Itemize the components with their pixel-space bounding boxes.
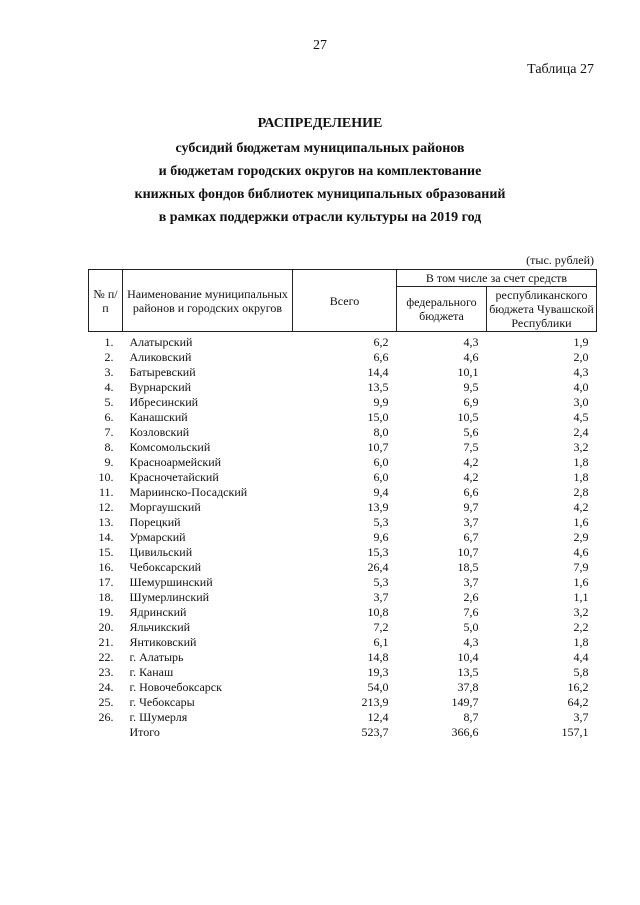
row-federal: 18,5 [457, 560, 479, 574]
row-total: 12,4 [367, 710, 389, 724]
row-number: 12. [98, 500, 114, 514]
row-republic: 2,0 [573, 350, 589, 364]
row-total: 6,0 [373, 455, 389, 469]
row-republic: 16,2 [567, 680, 589, 694]
row-federal: 37,8 [457, 680, 479, 694]
row-total: 523,7 [361, 725, 389, 739]
row-number: 15. [98, 545, 114, 559]
row-total: 5,3 [373, 515, 389, 529]
row-number: 14. [98, 530, 114, 544]
table-row [89, 725, 597, 740]
row-federal: 2,6 [463, 590, 479, 604]
row-number: 20. [98, 620, 114, 634]
table-row [89, 380, 597, 395]
table-row [89, 545, 597, 560]
row-republic: 2,4 [573, 425, 589, 439]
row-republic: 1,9 [573, 335, 589, 349]
row-number: 17. [98, 575, 114, 589]
table-row [89, 635, 597, 650]
table-row [89, 455, 597, 470]
title-line-3: и бюджетам городских округов на комплектование [158, 164, 482, 179]
row-name: Вурнарский [129, 380, 192, 394]
row-federal: 4,2 [463, 455, 479, 469]
row-federal: 366,6 [451, 725, 479, 739]
row-federal: 10,7 [457, 545, 479, 559]
row-total: 9,6 [373, 530, 389, 544]
header-republic: республиканского бюджета Чувашской Республики [487, 287, 597, 332]
row-number: 18. [98, 590, 114, 604]
row-federal: 4,3 [463, 635, 479, 649]
document-title [0, 112, 640, 229]
row-number [89, 725, 123, 740]
row-name: Шумерлинский [129, 590, 210, 604]
table-row [89, 590, 597, 605]
row-total: 213,9 [361, 695, 389, 709]
row-republic: 1,8 [573, 470, 589, 484]
title-line-1: РАСПРЕДЕЛЕНИЕ [257, 116, 383, 131]
row-republic: 3,2 [573, 605, 589, 619]
row-federal: 5,0 [463, 620, 479, 634]
row-name: Моргаушский [129, 500, 201, 514]
table-row [89, 440, 597, 455]
row-number: 9. [104, 455, 114, 469]
row-name: Красноармейский [129, 455, 222, 469]
row-federal: 7,5 [463, 440, 479, 454]
row-total: 5,3 [373, 575, 389, 589]
row-federal: 10,5 [457, 410, 479, 424]
table-row [89, 350, 597, 365]
table-row [89, 605, 597, 620]
row-name: Порецкий [129, 515, 181, 529]
row-republic: 1,8 [573, 635, 589, 649]
units-note: (тыс. рублей) [526, 253, 594, 267]
row-total: 15,3 [367, 545, 389, 559]
row-number: 22. [98, 650, 114, 664]
row-federal: 6,7 [463, 530, 479, 544]
row-number: 24. [98, 680, 114, 694]
row-total: 14,8 [367, 650, 389, 664]
row-name: Козловский [129, 425, 190, 439]
table-row [89, 515, 597, 530]
row-total: 7,2 [373, 620, 389, 634]
row-republic: 2,9 [573, 530, 589, 544]
row-total: 26,4 [367, 560, 389, 574]
row-number: 2. [104, 350, 114, 364]
header-total: Всего [293, 270, 397, 332]
row-number: 19. [98, 605, 114, 619]
row-total: 6,0 [373, 470, 389, 484]
table-row [89, 332, 597, 351]
row-federal: 9,5 [463, 380, 479, 394]
row-number: 5. [104, 395, 114, 409]
row-republic: 1,6 [573, 575, 589, 589]
row-republic: 1,6 [573, 515, 589, 529]
table-row [89, 560, 597, 575]
table-row [89, 365, 597, 380]
row-republic: 3,2 [573, 440, 589, 454]
row-total: 15,0 [367, 410, 389, 424]
row-name: Аликовский [129, 350, 192, 364]
table-row [89, 485, 597, 500]
row-name: г. Канаш [129, 665, 174, 679]
row-number: 6. [104, 410, 114, 424]
row-total: 9,4 [373, 485, 389, 499]
row-total: 10,8 [367, 605, 389, 619]
row-name: Мариинско-Посадский [129, 485, 248, 499]
table-row [89, 395, 597, 410]
row-total: 6,1 [373, 635, 389, 649]
row-total: 8,0 [373, 425, 389, 439]
row-federal: 149,7 [451, 695, 479, 709]
table-label: Таблица 27 [527, 62, 594, 77]
title-line-2: субсидий бюджетам муниципальных районов [175, 141, 465, 156]
table-row [89, 695, 597, 710]
row-name: Яльчикский [129, 620, 191, 634]
row-federal: 4,3 [463, 335, 479, 349]
row-republic: 4,5 [573, 410, 589, 424]
table-row [89, 470, 597, 485]
table-row [89, 620, 597, 635]
row-total: 14,4 [367, 365, 389, 379]
row-republic: 4,4 [573, 650, 589, 664]
row-name: Чебоксарский [129, 560, 202, 574]
row-name: Красночетайский [129, 470, 219, 484]
row-name: г. Шумерля [129, 710, 188, 724]
row-republic: 64,2 [567, 695, 589, 709]
table-row [89, 575, 597, 590]
row-number: 11. [98, 485, 114, 499]
row-name: г. Новочебоксарск [129, 680, 222, 694]
row-federal: 3,7 [463, 515, 479, 529]
row-name: Янтиковский [129, 635, 197, 649]
header-name: Наименование муниципальных районов и городских округов [123, 270, 293, 332]
row-number: 3. [104, 365, 114, 379]
subsidy-table [88, 269, 597, 740]
row-number: 26. [98, 710, 114, 724]
row-name: Шемуршинский [129, 575, 213, 589]
row-republic: 2,8 [573, 485, 589, 499]
row-number: 13. [98, 515, 114, 529]
row-republic: 1,8 [573, 455, 589, 469]
row-number: 4. [104, 380, 114, 394]
table-row [89, 710, 597, 725]
table-row [89, 680, 597, 695]
row-name: г. Алатырь [129, 650, 184, 664]
row-republic: 7,9 [573, 560, 589, 574]
row-federal: 3,7 [463, 575, 479, 589]
row-federal: 6,9 [463, 395, 479, 409]
row-republic: 1,1 [573, 590, 589, 604]
table-row [89, 500, 597, 515]
row-number: 1. [104, 335, 114, 349]
row-number: 23. [98, 665, 114, 679]
row-federal: 10,1 [457, 365, 479, 379]
row-federal: 6,6 [463, 485, 479, 499]
row-name: Комсомольский [129, 440, 211, 454]
row-name: г. Чебоксары [129, 695, 195, 709]
row-number: 10. [98, 470, 114, 484]
row-republic: 4,3 [573, 365, 589, 379]
row-name: Ядринский [129, 605, 187, 619]
row-total: 19,3 [367, 665, 389, 679]
row-federal: 13,5 [457, 665, 479, 679]
row-republic: 4,0 [573, 380, 589, 394]
row-name: Батыревский [129, 365, 196, 379]
row-federal: 5,6 [463, 425, 479, 439]
page-number: 27 [313, 38, 327, 53]
table-row [89, 410, 597, 425]
title-line-5: в рамках поддержки отрасли культуры на 2019 год [158, 210, 482, 225]
title-line-4: книжных фондов библиотек муниципальных образований [134, 187, 506, 202]
row-total: 3,7 [373, 590, 389, 604]
row-republic: 5,8 [573, 665, 589, 679]
row-republic: 4,2 [573, 500, 589, 514]
row-total: 6,2 [373, 335, 389, 349]
row-total: 13,5 [367, 380, 389, 394]
row-name: Ибресинский [129, 395, 199, 409]
header-no: № п/п [89, 270, 123, 332]
row-federal: 4,6 [463, 350, 479, 364]
row-number: 25. [98, 695, 114, 709]
table-row [89, 530, 597, 545]
row-total: 54,0 [367, 680, 389, 694]
row-total: 6,6 [373, 350, 389, 364]
row-total: 10,7 [367, 440, 389, 454]
table-row [89, 650, 597, 665]
row-number: 16. [98, 560, 114, 574]
row-number: 21. [98, 635, 114, 649]
table-row [89, 425, 597, 440]
row-number: 8. [104, 440, 114, 454]
row-number: 7. [104, 425, 114, 439]
table-row [89, 665, 597, 680]
table-body [89, 332, 597, 741]
row-federal: 10,4 [457, 650, 479, 664]
row-total: 13,9 [367, 500, 389, 514]
header-federal: федерального бюджета [397, 287, 487, 332]
row-name: Цивильский [129, 545, 193, 559]
row-name: Урмарский [129, 530, 186, 544]
row-republic: 3,0 [573, 395, 589, 409]
header-including: В том числе за счет средств [397, 270, 597, 287]
row-republic: 2,2 [573, 620, 589, 634]
row-federal: 4,2 [463, 470, 479, 484]
row-federal: 7,6 [463, 605, 479, 619]
row-total: 9,9 [373, 395, 389, 409]
row-name: Алатырский [129, 335, 193, 349]
row-name: Канашский [129, 410, 188, 424]
row-republic: 157,1 [561, 725, 589, 739]
row-republic: 3,7 [573, 710, 589, 724]
row-republic: 4,6 [573, 545, 589, 559]
row-name: Итого [129, 725, 160, 739]
row-federal: 9,7 [463, 500, 479, 514]
row-federal: 8,7 [463, 710, 479, 724]
